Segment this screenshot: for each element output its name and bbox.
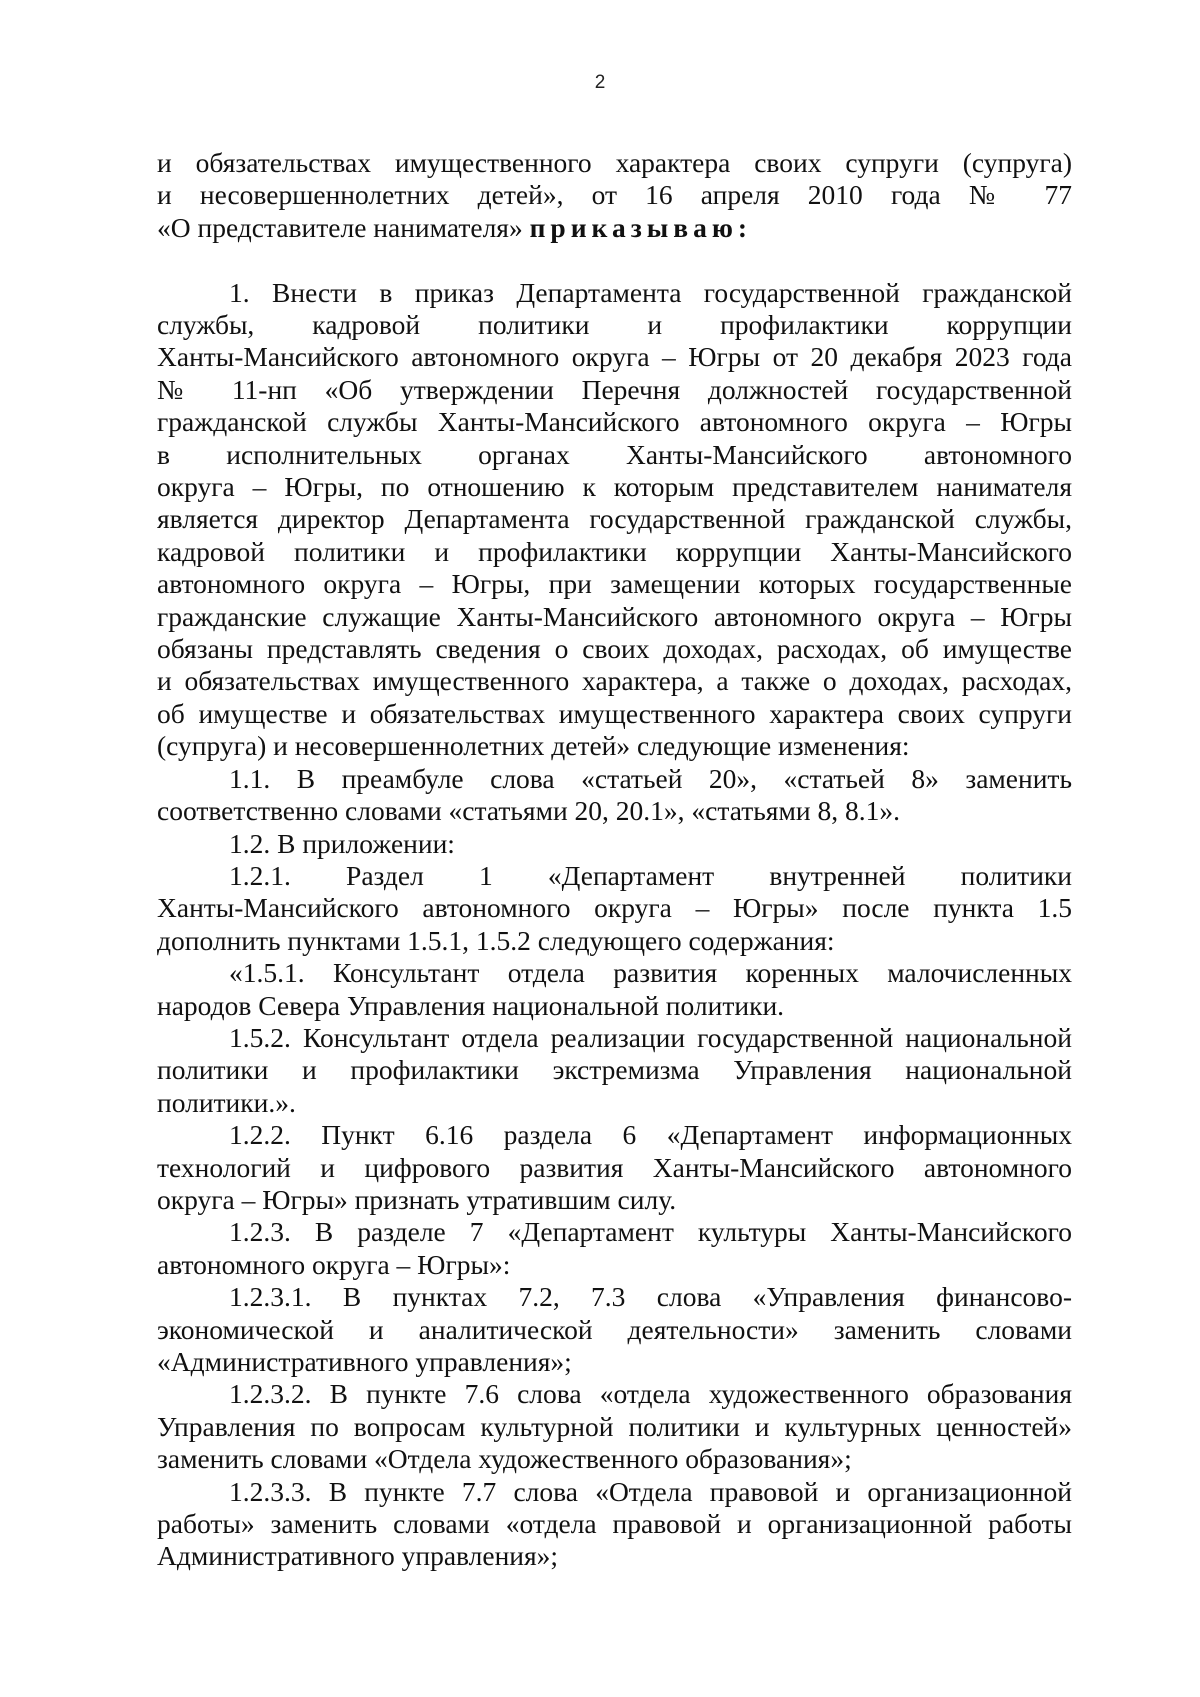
text-line: в исполнительных органах Ханты-Мансийского автономного [157, 438, 1072, 470]
text-line: дополнить пунктами 1.5.1, 1.5.2 следующего содержания: [157, 924, 835, 956]
text-line: округа – Югры» признать утратившим силу. [157, 1183, 677, 1215]
text-line: и несовершеннолетних детей», от 16 апреля 2010 года № 77 [157, 179, 1072, 211]
text-line: 1.2.1. Раздел 1 «Департамент внутренней политики [229, 859, 1072, 891]
preamble-tail: «О представителе нанимателя» [157, 211, 523, 243]
text-line: обязаны представлять сведения о своих доходах, расходах, об имуществе [157, 633, 1072, 665]
text-line: политики.». [157, 1086, 296, 1118]
text-line: гражданской службы Ханты-Мансийского автономного округа – Югры [157, 406, 1072, 438]
text-line: Управления по вопросам культурной политики и культурных ценностей» [157, 1410, 1072, 1442]
paragraph-gap [157, 244, 1072, 276]
text-line: 1.2.3.3. В пункте 7.7 слова «Отдела правовой и организационной [229, 1475, 1072, 1507]
text-line: 1.2.3.2. В пункте 7.6 слова «отдела художественного образования [229, 1378, 1072, 1410]
text-line: 1.2.2. Пункт 6.16 раздела 6 «Департамент информационных [229, 1119, 1072, 1151]
text-line: 1. Внести в приказ Департамента государственной гражданской [229, 276, 1072, 308]
text-line: технологий и цифрового развития Ханты-Мансийского автономного [157, 1151, 1072, 1183]
text-line: 1.2.3. В разделе 7 «Департамент культуры Ханты-Мансийского [229, 1216, 1072, 1248]
text-line: работы» заменить словами «отдела правовой и организационной работы [157, 1508, 1072, 1540]
text-line: «1.5.1. Консультант отдела развития коренных малочисленных [229, 957, 1072, 989]
text-line: 1.5.2. Консультант отдела реализации государственной национальной [229, 1021, 1072, 1053]
text-line: экономической и аналитической деятельности» заменить словами [157, 1313, 1072, 1345]
text-line: и обязательствах имущественного характера, а также о доходах, расходах, [157, 665, 1072, 697]
text-line: об имуществе и обязательствах имущественного характера своих супруги [157, 697, 1072, 729]
text-line: округа – Югры, по отношению к которым представителем нанимателя [157, 471, 1072, 503]
text-line: 1.2.3.1. В пунктах 7.2, 7.3 слова «Управления финансово- [229, 1281, 1072, 1313]
text-line: Ханты-Мансийского автономного округа – Югры от 20 декабря 2023 года [157, 341, 1072, 373]
text-line: и обязательствах имущественного характера своих супруги (супруга) [157, 147, 1072, 178]
document-body [157, 147, 1072, 1573]
text-line: Ханты-Мансийского автономного округа – Югры» после пункта 1.5 [157, 892, 1072, 924]
text-line: автономного округа – Югры»: [157, 1248, 511, 1280]
page-number: 2 [594, 72, 606, 93]
text-line: службы, кадровой политики и профилактики коррупции [157, 309, 1072, 341]
text-line: заменить словами «Отдела художественного образования»; [157, 1443, 852, 1475]
text-line: кадровой политики и профилактики коррупции Ханты-Мансийского [157, 535, 1072, 567]
text-line: народов Севера Управления национальной политики. [157, 989, 785, 1021]
text-line [157, 212, 1072, 244]
text-line: 1.2. В приложении: [229, 827, 455, 859]
text-line: автономного округа – Югры, при замещении которых государственные [157, 568, 1072, 600]
text-line: политики и профилактики экстремизма Управления национальной [157, 1054, 1072, 1086]
text-line: соответственно словами «статьями 20, 20.1», «статьями 8, 8.1». [157, 795, 900, 827]
text-line: «Административного управления»; [157, 1346, 572, 1378]
text-line: является директор Департамента государственной гражданской службы, [157, 503, 1072, 535]
text-line: № 11-нп «Об утверждении Перечня должностей государственной [157, 373, 1072, 405]
text-line: (супруга) и несовершеннолетних детей» следующие изменения: [157, 730, 910, 762]
text-line: 1.1. В преамбуле слова «статьей 20», «статьей 8» заменить [229, 762, 1072, 794]
order-word: приказываю: [529, 211, 753, 243]
text-line: Административного управления»; [157, 1540, 559, 1572]
text-line: гражданские служащие Ханты-Мансийского автономного округа – Югры [157, 600, 1072, 632]
